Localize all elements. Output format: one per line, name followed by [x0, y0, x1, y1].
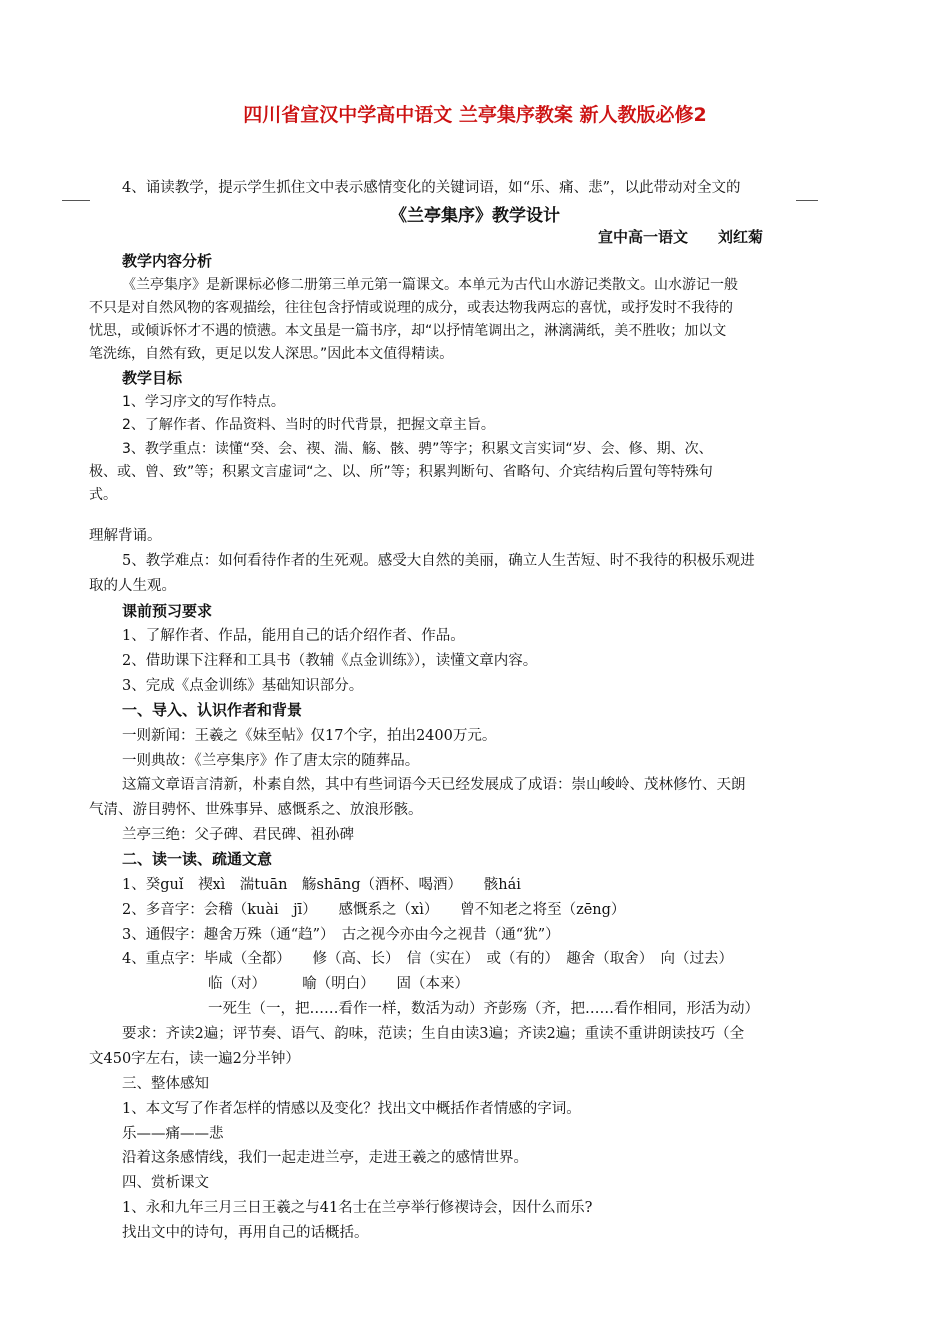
- section-2-line-8: 文450字左右，读一遍2分半钟）: [89, 1051, 300, 1067]
- section-2-line-6: 一死生（一，把……看作一样，数活为动）齐彭殇（齐，把……看作相同，形活为动）: [208, 1001, 759, 1017]
- section-2-line-2: 2、多音字：会稽（kuài jī） 感慨系之（xì） 曾不知老之将至（zēng）: [122, 902, 626, 918]
- content-line-4: 笔洗练，自然有致，更足以发人深思。”因此本文值得精读。: [89, 346, 454, 362]
- goal-5-line-1: 5、教学难点：如何看待作者的生死观。感受大自然的美丽，确立人生苦短、时不我待的积极乐观进: [122, 553, 755, 569]
- preview-heading: 课前预习要求: [122, 602, 213, 620]
- section-2-line-4: 4、重点字：毕咸（全都） 修（高、长） 信（实在） 或（有的） 趣舍（取舍） 向（过去）: [122, 951, 733, 967]
- section-1-line-3: 这篇文章语言清新，朴素自然，其中有些词语今天已经发展成了成语：崇山峻岭、茂林修竹、天朗: [122, 777, 746, 793]
- goal-3-line-2: 极、或、曾、致”等；积累文言虚词“之、以、所”等；积累判断句、省略句、介宾结构后置句等特殊句: [89, 464, 713, 480]
- content-line-2: 不只是对自然风物的客观描绘，往往包含抒情或说理的成分，或表达物我两忘的喜忧，或抒发时不我待的: [89, 300, 733, 316]
- preview-item-1: 1、了解作者、作品，能用自己的话介绍作者、作品。: [122, 628, 465, 644]
- section-1-line-4: 气清、游目骋怀、世殊事异、感慨系之、放浪形骸。: [89, 802, 423, 818]
- section-4-line-2: 找出文中的诗句，再用自己的话概括。: [122, 1225, 369, 1241]
- section-2-line-3: 3、通假字：趣舍万殊（通“趋”） 古之视今亦由今之视昔（通“犹”）: [122, 927, 560, 943]
- goal-1: 1、学习序文的写作特点。: [122, 394, 285, 410]
- section-3-heading: 三、整体感知: [122, 1076, 209, 1092]
- section-1-line-5: 兰亭三绝：父子碑、君民碑、祖孙碑: [122, 827, 354, 843]
- content-line-1: 《兰亭集序》是新课标必修二册第三单元第一篇课文。本单元为古代山水游记类散文。山水游记一般: [122, 277, 738, 293]
- understand-line: 理解背诵。: [89, 528, 162, 544]
- section-1-line-2: 一则典故：《兰亭集序》作了唐太宗的随葬品。: [122, 753, 420, 769]
- preview-item-3: 3、完成《点金训练》基础知识部分。: [122, 678, 364, 694]
- goals-heading: 教学目标: [122, 369, 183, 387]
- content-analysis-heading: 教学内容分析: [122, 252, 213, 270]
- author-line: 宣中高一语文 刘红菊: [598, 228, 764, 246]
- section-4-heading: 四、赏析课文: [122, 1175, 209, 1191]
- intro-line: 4、诵读教学，提示学生抓住文中表示感情变化的关键词语，如“乐、痛、悲”，以此带动对全文的: [122, 180, 741, 196]
- section-1-line-1: 一则新闻：王羲之《妹至帖》仅17个字，拍出2400万元。: [122, 728, 497, 744]
- section-2-line-5: 临（对） 喻（明白） 固（本来）: [208, 976, 469, 992]
- document-title: 四川省宣汉中学高中语文 兰亭集序教案 新人教版必修2: [243, 104, 707, 126]
- preview-item-2: 2、借助课下注释和工具书（教辅《点金训练》），读懂文章内容。: [122, 653, 538, 669]
- section-4-line-1: 1、永和九年三月三日王羲之与41名士在兰亭举行修禊诗会，因什么而乐?: [122, 1200, 593, 1216]
- section-3-line-2: 乐——痛——悲: [122, 1126, 224, 1142]
- goal-3-line-3: 式。: [89, 487, 117, 503]
- content-line-3: 忧思，或倾诉怀才不遇的愤懑。本文虽是一篇书序，却“以抒情笔调出之，淋漓满纸，美不胜收；加以文: [89, 323, 727, 339]
- section-3-line-3: 沿着这条感情线，我们一起走进兰亭，走进王羲之的感情世界。: [122, 1150, 528, 1166]
- goal-3-line-1: 3、教学重点：读懂“癸、会、禊、湍、觞、骸、骋”等字；积累文言实词“岁、会、修、期、次、: [122, 441, 713, 457]
- goal-5-line-2: 取的人生观。: [89, 578, 176, 594]
- section-2-line-7: 要求：齐读2遍；评节奏、语气、韵味，范读；生自由读3遍；齐读2遍；重读不重讲朗读技巧（全: [122, 1026, 745, 1042]
- section-3-line-1: 1、本文写了作者怎样的情感以及变化？找出文中概括作者情感的字词。: [122, 1101, 581, 1117]
- section-2-heading: 二、读一读、疏通文意: [122, 850, 273, 868]
- section-2-line-1: 1、癸guǐ 禊xì 湍tuān 觞shāng（酒杯、喝酒） 骸hái: [122, 877, 521, 893]
- goal-2: 2、了解作者、作品资料、当时的时代背景，把握文章主旨。: [122, 417, 495, 433]
- section-1-heading: 一、导入、认识作者和背景: [122, 701, 303, 719]
- design-title: 《兰亭集序》教学设计: [390, 206, 560, 226]
